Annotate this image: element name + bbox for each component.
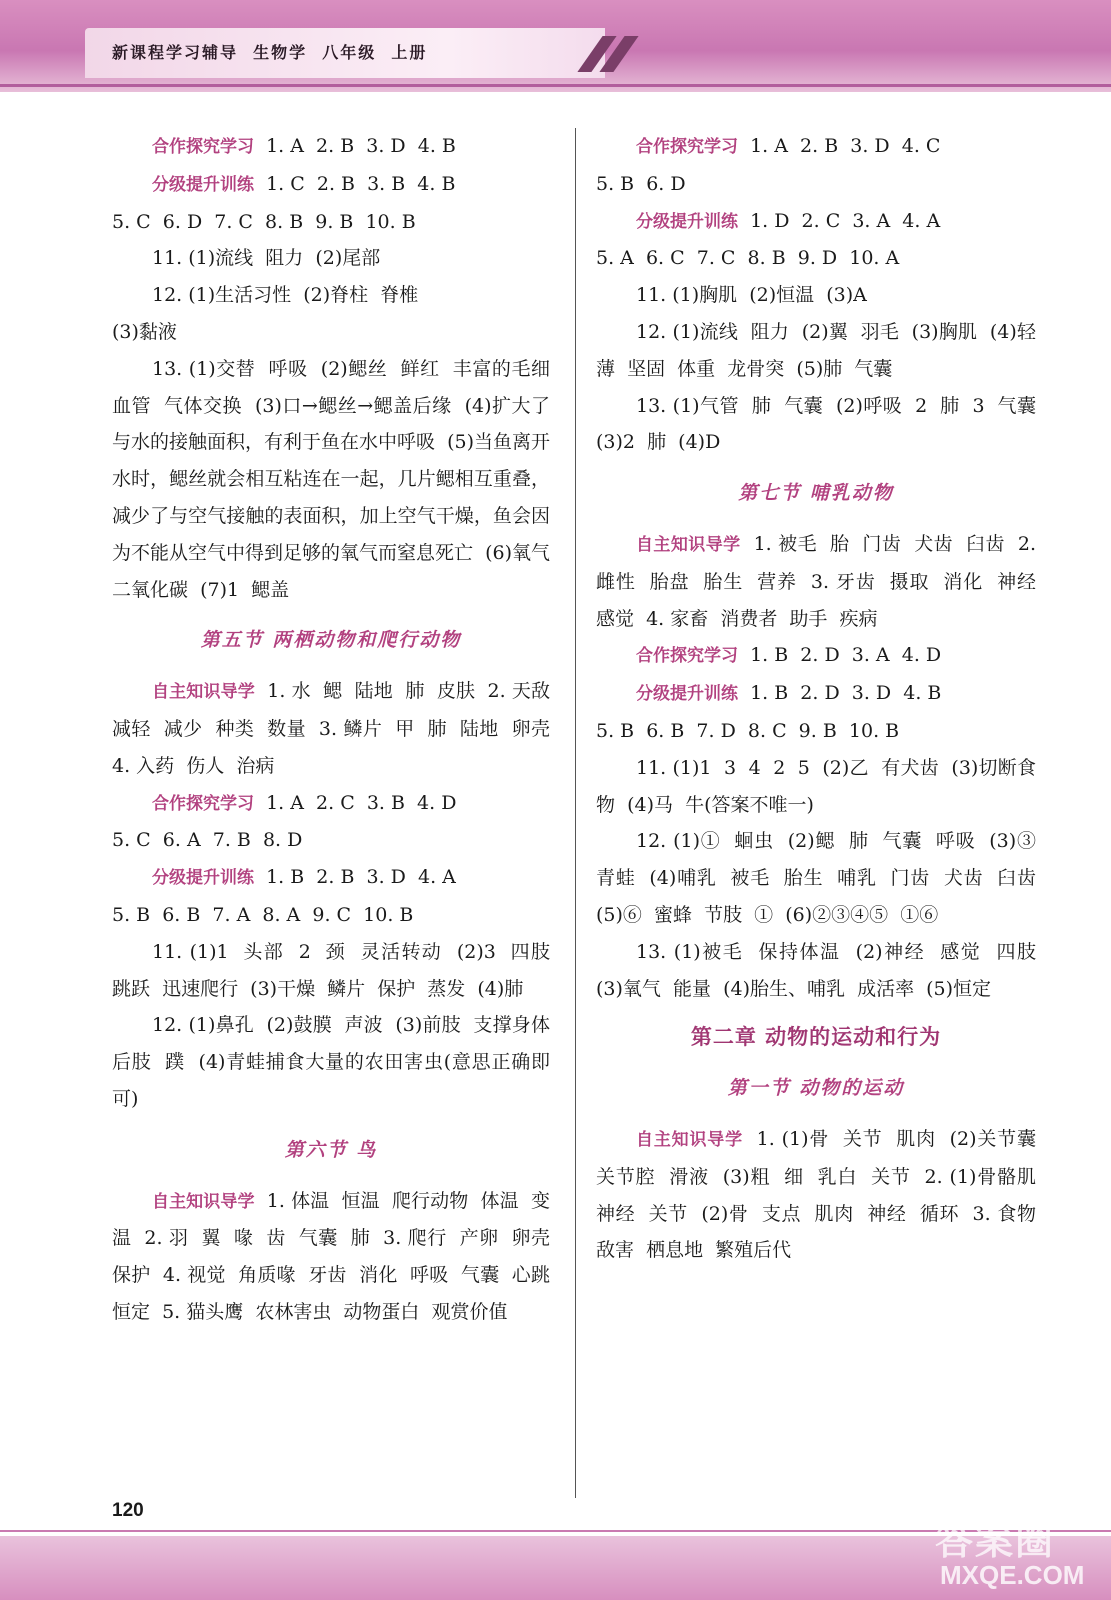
answer-text: 11. (1)1 头部 2 颈 灵活转动 (2)3 四肢 跳跃 迅速爬行 (3)干燥 鳞片 保护 蒸发 (4)肺: [112, 940, 563, 1000]
section-heading: 第六节 鸟: [284, 1138, 378, 1161]
answer-text: 1. B 2. B 3. D 4. A: [254, 866, 456, 889]
answer-block: [596, 637, 1036, 675]
answer-text: (3)黏液: [112, 320, 177, 343]
section-label: 自主知识导学: [152, 682, 255, 703]
section-label: 合作探究学习: [152, 793, 254, 814]
page-number: 120: [112, 1500, 144, 1521]
right-column: [596, 128, 1049, 1269]
answer-text: 1. (1)骨 关节 肌肉 (2)关节囊 关节腔 滑液 (3)粗 细 乳白 关节 2. (1)骨骼肌 神经 关节 (2)骨 支点 肌肉 神经 循环 3. 食物 敌害 栖息地 繁殖后代: [596, 1127, 1049, 1262]
answer-text: 5. C 6. A 7. B 8. D: [112, 829, 303, 852]
answer-text: 12. (1)① 蛔虫 (2)鳃 肺 气囊 呼吸 (3)③ 青蛙 (4)哺乳 被毛 胎生 哺乳 门齿 犬齿 臼齿 (5)⑥ 蜜蜂 节肢 ① (6)②③④⑤ ①⑥: [596, 830, 1049, 926]
answer-block: [112, 166, 550, 204]
answer-text: 1. A 2. B 3. D 4. B: [254, 135, 456, 157]
section-label: 分级提升训练: [152, 174, 254, 195]
section-label: 自主知识导学: [636, 1129, 743, 1150]
left-column: [112, 128, 563, 1331]
answer-text: 12. (1)鼻孔 (2)鼓膜 声波 (3)前肢 支撑身体 后肢 蹼 (4)青蛙捕食大量的农田害虫(意思正确即可): [112, 1014, 563, 1110]
section-label: 合作探究学习: [636, 646, 738, 667]
section-label: 分级提升训练: [152, 868, 254, 889]
answer-text: 1. B 2. D 3. A 4. D: [738, 644, 942, 667]
header-rule: [0, 84, 1111, 87]
answer-text: 1. 水 鳃 陆地 肺 皮肤 2. 天敌 减轻 减少 种类 数量 3. 鳞片 甲 肺 陆地 卵壳 4. 入药 伤人 治病: [112, 680, 563, 777]
answer-block: [112, 785, 550, 823]
answer-block: [596, 675, 1036, 713]
answer-text: 1. 被毛 胎 门齿 犬齿 臼齿 2. 雌性 胎盘 胎生 营养 3. 牙齿 摄取 消化 神经 感觉 4. 家畜 消费者 助手 疾病: [596, 532, 1049, 630]
answer-text: 5. C 6. D 7. C 8. B 9. B 10. B: [112, 210, 416, 233]
chapter-heading: 第二章 动物的运动和行为: [690, 1024, 942, 1050]
answer-text: 1. D 2. C 3. A 4. A: [738, 209, 941, 232]
watermark-url: MXQE.COM: [940, 1560, 1085, 1590]
answer-text: 13. (1)交替 呼吸 (2)鳃丝 鲜红 丰富的毛细血管 气体交换 (3)口→鳃丝→鳃盖后缘 (4)扩大了与水的接触面积，有利于鱼在水中呼吸 (5)当鱼离开水时，鳃丝就会相互粘连在一起，几片鳃相互重叠，减少了与空气接触的表面积，加上空气干燥，鱼会因为不能从空气中得到足够的氧气而窒息死亡 (6)氧气 二氧化碳 (7)1 鳃盖: [112, 357, 563, 601]
answer-text: 12. (1)流线 阻力 (2)翼 羽毛 (3)胸肌 (4)轻 薄 坚固 体重 龙骨突 (5)肺 气囊: [596, 320, 1049, 380]
answer-text: 5. B 6. B 7. A 8. A 9. C 10. B: [112, 903, 414, 926]
answer-block: [596, 1121, 1049, 1269]
section-heading: 第七节 哺乳动物: [738, 482, 894, 505]
book-title: 新课程学习辅导 生物学 八年级 上册: [112, 43, 428, 62]
answer-text: 13. (1)气管 肺 气囊 (2)呼吸 2 肺 3 气囊 (3)2 肺 (4)D: [596, 394, 1049, 454]
answer-text: 1. 体温 恒温 爬行动物 体温 变温 2. 羽 翼 喙 齿 气囊 肺 3. 爬行 产卵 卵壳 保护 4. 视觉 角质喙 牙齿 消化 呼吸 气囊 心跳 恒定 5. 猫头鹰 农林害虫 动物蛋白 观赏价值: [112, 1189, 563, 1323]
answer-block: [112, 859, 550, 897]
answer-text: 5. A 6. C 7. C 8. B 9. D 10. A: [596, 247, 900, 270]
answer-text: 1. A 2. B 3. D 4. C: [738, 135, 941, 157]
section-label: 合作探究学习: [636, 137, 738, 157]
answer-block: [596, 128, 1036, 166]
column-divider: [575, 128, 576, 1498]
answer-text: 12. (1)生活习性 (2)脊柱 脊椎: [152, 284, 419, 307]
answer-text: 13. (1)被毛 保持体温 (2)神经 感觉 四肢 (3)氧气 能量 (4)胎生、哺乳 成活率 (5)恒定: [596, 940, 1049, 1000]
answer-block: [112, 1183, 563, 1331]
answer-block: [112, 128, 550, 166]
section-label: 合作探究学习: [152, 137, 254, 157]
section-label: 自主知识导学: [152, 1191, 255, 1212]
section-label: 自主知识导学: [636, 534, 741, 555]
answer-text: 1. B 2. D 3. D 4. B: [738, 682, 942, 705]
answer-text: 11. (1)1 3 4 2 5 (2)乙 有犬齿 (3)切断食物 (4)马 牛(答案不唯一): [596, 756, 1036, 816]
section-label: 分级提升训练: [636, 684, 738, 705]
answer-text: 1. A 2. C 3. B 4. D: [254, 791, 457, 814]
answer-text: 5. B 6. B 7. D 8. C 9. B 10. B: [596, 719, 900, 742]
section-label: 分级提升训练: [636, 211, 738, 232]
section-heading: 第五节 两栖动物和爬行动物: [200, 629, 462, 652]
answer-block: [596, 203, 1036, 241]
answer-text: 11. (1)胸肌 (2)恒温 (3)A: [636, 284, 867, 307]
answer-text: 11. (1)流线 阻力 (2)尾部: [152, 247, 381, 270]
answer-block: [596, 526, 1049, 637]
answer-text: 5. B 6. D: [596, 172, 686, 195]
section-heading: 第一节 动物的运动: [727, 1077, 905, 1100]
watermark-logo: 答案圈: [935, 1519, 1056, 1563]
answer-text: 1. C 2. B 3. B 4. B: [254, 172, 456, 195]
answer-block: [112, 673, 563, 784]
